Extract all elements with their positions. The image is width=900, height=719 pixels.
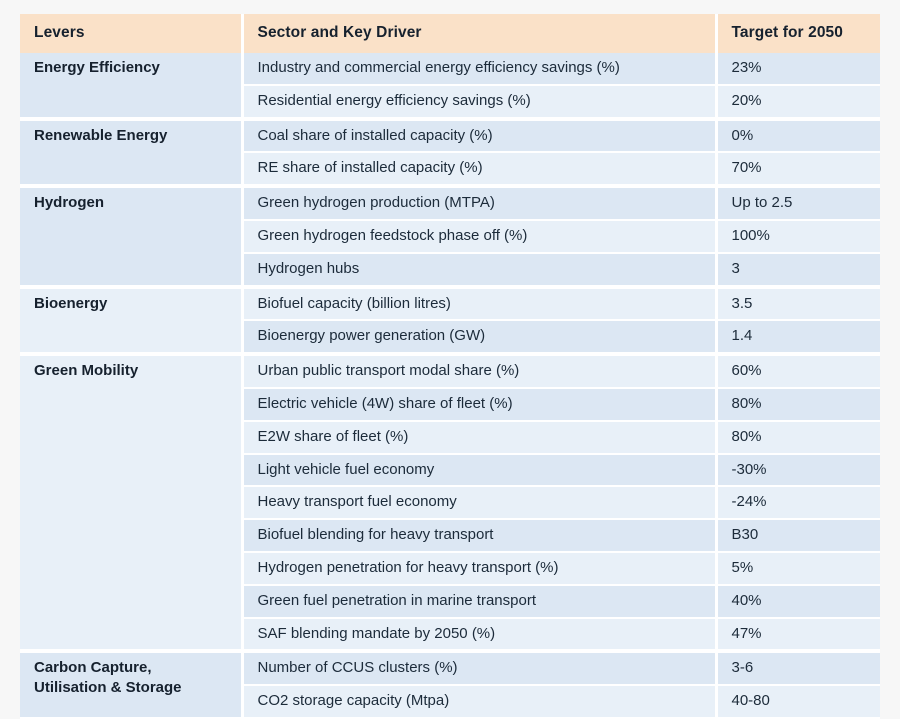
- target-cell: 3.5: [716, 287, 880, 321]
- target-cell: 1.4: [716, 320, 880, 354]
- table-body: [20, 53, 880, 718]
- driver-cell: Green hydrogen feedstock phase off (%): [242, 220, 716, 253]
- driver-cell: Electric vehicle (4W) share of fleet (%): [242, 388, 716, 421]
- driver-cell: Heavy transport fuel economy: [242, 486, 716, 519]
- driver-cell: Green fuel penetration in marine transport: [242, 585, 716, 618]
- driver-cell: SAF blending mandate by 2050 (%): [242, 618, 716, 652]
- driver-cell: Industry and commercial energy efficiency savings (%): [242, 53, 716, 85]
- target-cell: 23%: [716, 53, 880, 85]
- target-cell: 80%: [716, 388, 880, 421]
- table-row: [20, 119, 880, 153]
- levers-table-container: [20, 14, 880, 719]
- levers-targets-table: [20, 14, 880, 719]
- target-cell: 60%: [716, 354, 880, 388]
- lever-cell: Green Mobility: [20, 354, 242, 651]
- column-header-target-for-2050: Target for 2050: [716, 14, 880, 53]
- target-cell: 40-80: [716, 685, 880, 718]
- target-cell: 20%: [716, 85, 880, 119]
- driver-cell: Biofuel capacity (billion litres): [242, 287, 716, 321]
- table-row: [20, 287, 880, 321]
- lever-cell: Hydrogen: [20, 186, 242, 286]
- table-row: [20, 354, 880, 388]
- driver-cell: Residential energy efficiency savings (%): [242, 85, 716, 119]
- driver-cell: RE share of installed capacity (%): [242, 152, 716, 186]
- driver-cell: Light vehicle fuel economy: [242, 454, 716, 487]
- lever-cell: Energy Efficiency: [20, 53, 242, 119]
- target-cell: -24%: [716, 486, 880, 519]
- driver-cell: E2W share of fleet (%): [242, 421, 716, 454]
- driver-cell: Coal share of installed capacity (%): [242, 119, 716, 153]
- target-cell: 0%: [716, 119, 880, 153]
- lever-cell: Carbon Capture, Utilisation & Storage: [20, 651, 242, 718]
- target-cell: 100%: [716, 220, 880, 253]
- target-cell: 3-6: [716, 651, 880, 685]
- driver-cell: Hydrogen penetration for heavy transport (%): [242, 552, 716, 585]
- driver-cell: Urban public transport modal share (%): [242, 354, 716, 388]
- target-cell: 3: [716, 253, 880, 287]
- target-cell: 40%: [716, 585, 880, 618]
- driver-cell: Number of CCUS clusters (%): [242, 651, 716, 685]
- table-header-row: [20, 14, 880, 53]
- target-cell: 5%: [716, 552, 880, 585]
- target-cell: 47%: [716, 618, 880, 652]
- table-row: [20, 53, 880, 85]
- column-header-sector-and-key-driver: Sector and Key Driver: [242, 14, 716, 53]
- table-header: [20, 14, 880, 53]
- target-cell: B30: [716, 519, 880, 552]
- driver-cell: Bioenergy power generation (GW): [242, 320, 716, 354]
- target-cell: -30%: [716, 454, 880, 487]
- target-cell: 80%: [716, 421, 880, 454]
- table-row: [20, 651, 880, 685]
- target-cell: 70%: [716, 152, 880, 186]
- driver-cell: Green hydrogen production (MTPA): [242, 186, 716, 220]
- table-row: [20, 186, 880, 220]
- driver-cell: Biofuel blending for heavy transport: [242, 519, 716, 552]
- driver-cell: CO2 storage capacity (Mtpa): [242, 685, 716, 718]
- lever-cell: Renewable Energy: [20, 119, 242, 187]
- column-header-levers: Levers: [20, 14, 242, 53]
- target-cell: Up to 2.5: [716, 186, 880, 220]
- lever-cell: Bioenergy: [20, 287, 242, 355]
- driver-cell: Hydrogen hubs: [242, 253, 716, 287]
